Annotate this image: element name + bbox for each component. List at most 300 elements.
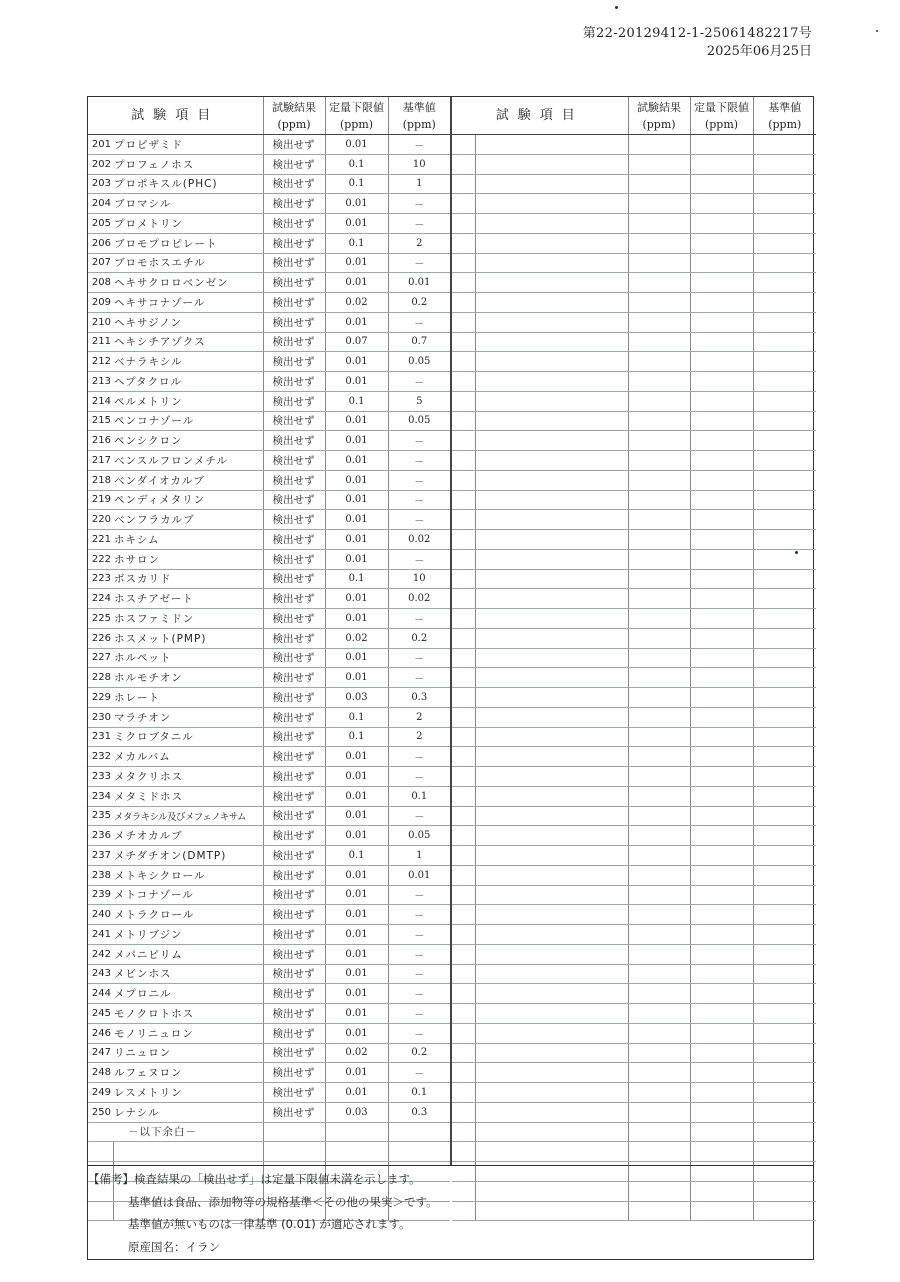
item-result: 検出せず (263, 767, 325, 787)
item-loq: 0.1 (325, 707, 388, 727)
item-standard: － (388, 648, 450, 668)
empty-cell (690, 293, 753, 313)
item-loq: 0.1 (325, 154, 388, 174)
item-number: 247 (88, 1043, 113, 1063)
empty-cell (628, 727, 690, 747)
item-number: 227 (88, 648, 113, 668)
item-loq: 0.01 (325, 135, 388, 155)
empty-cell (452, 470, 475, 490)
empty-cell (690, 747, 753, 767)
table-row (88, 846, 450, 866)
item-result: 検出せず (263, 312, 325, 332)
empty-cell (452, 1122, 475, 1142)
item-loq: 0.01 (325, 1004, 388, 1024)
empty-cell (452, 628, 475, 648)
item-name: ペルメトリン (113, 391, 263, 411)
empty-cell (628, 214, 690, 234)
empty-cell (690, 1023, 753, 1043)
empty-cell (452, 727, 475, 747)
item-result: 検出せず (263, 372, 325, 392)
empty-cell (475, 391, 628, 411)
item-result: 検出せず (263, 510, 325, 530)
item-standard: － (388, 549, 450, 569)
item-number: 229 (88, 688, 113, 708)
empty-cell (475, 767, 628, 787)
empty-cell (690, 451, 753, 471)
item-standard: 0.01 (388, 273, 450, 293)
item-name: ホレート (113, 688, 263, 708)
empty-cell (475, 569, 628, 589)
empty-cell (690, 905, 753, 925)
empty-cell (628, 431, 690, 451)
item-number: 224 (88, 589, 113, 609)
item-number: 216 (88, 431, 113, 451)
empty-cell (475, 1142, 628, 1162)
empty-cell (475, 1083, 628, 1103)
empty-cell (690, 332, 753, 352)
item-number: 219 (88, 490, 113, 510)
item-loq: 0.1 (325, 174, 388, 194)
table-row (88, 925, 450, 945)
empty-cell (452, 293, 475, 313)
item-result: 検出せず (263, 668, 325, 688)
table-row (88, 964, 450, 984)
empty-cell (753, 1142, 816, 1162)
item-number: 211 (88, 332, 113, 352)
table-row (88, 944, 450, 964)
item-number: 204 (88, 194, 113, 214)
empty-cell (628, 530, 690, 550)
item-result: 検出せず (263, 1043, 325, 1063)
table-row (88, 431, 450, 451)
remarks-line: 基準値は食品、添加物等の規格基準＜その他の果実＞です。 (128, 1194, 438, 1209)
col-header-loq: 定量下限値 (ppm) (325, 97, 388, 135)
item-name: プロメトリン (113, 214, 263, 234)
item-name: メチダチオン(DMTP) (113, 846, 263, 866)
empty-cell (628, 451, 690, 471)
item-standard: － (388, 767, 450, 787)
empty-cell (753, 1004, 816, 1024)
empty-cell (475, 154, 628, 174)
table-row (452, 1043, 816, 1063)
table-row (88, 589, 450, 609)
empty-cell (325, 1122, 388, 1142)
item-result: 検出せず (263, 648, 325, 668)
item-number: 210 (88, 312, 113, 332)
item-standard: 0.1 (388, 786, 450, 806)
empty-cell (88, 1142, 113, 1162)
empty-cell (753, 431, 816, 451)
empty-cell (690, 1063, 753, 1083)
table-row (88, 1043, 450, 1063)
empty-cell (690, 135, 753, 155)
table-row (452, 332, 816, 352)
item-name: モノリニュロン (113, 1023, 263, 1043)
empty-cell (628, 964, 690, 984)
scan-speck (615, 6, 618, 9)
item-result: 検出せず (263, 688, 325, 708)
item-name: プロフェノホス (113, 154, 263, 174)
empty-cell (452, 925, 475, 945)
table-row (88, 806, 450, 826)
empty-cell (628, 905, 690, 925)
item-standard: 2 (388, 233, 450, 253)
item-number: 207 (88, 253, 113, 273)
empty-cell (475, 1063, 628, 1083)
item-standard: 0.7 (388, 332, 450, 352)
empty-cell (452, 510, 475, 530)
item-number: 233 (88, 767, 113, 787)
item-loq: 0.01 (325, 905, 388, 925)
empty-cell (753, 233, 816, 253)
empty-cell (452, 549, 475, 569)
item-standard: － (388, 135, 450, 155)
table-row (88, 747, 450, 767)
empty-cell (452, 1043, 475, 1063)
table-row (88, 352, 450, 372)
table-row (88, 707, 450, 727)
table-row (452, 826, 816, 846)
empty-cell (452, 332, 475, 352)
item-result: 検出せず (263, 569, 325, 589)
report-date: 2025年06月25日 (706, 44, 812, 59)
table-row (88, 312, 450, 332)
table-row (88, 569, 450, 589)
empty-cell (475, 925, 628, 945)
table-row (452, 233, 816, 253)
item-loq: 0.01 (325, 530, 388, 550)
empty-cell (753, 984, 816, 1004)
table-row (88, 1063, 450, 1083)
empty-cell (753, 391, 816, 411)
empty-cell (690, 214, 753, 234)
empty-cell (690, 589, 753, 609)
empty-cell (753, 569, 816, 589)
item-name: メタラキシル及びメフェノキサム (113, 806, 263, 826)
empty-cell (753, 688, 816, 708)
item-name: マラチオン (113, 707, 263, 727)
item-standard: － (388, 451, 450, 471)
table-row (88, 668, 450, 688)
item-result: 検出せず (263, 490, 325, 510)
item-standard: － (388, 609, 450, 629)
remarks-tag: 【備考】 (88, 1172, 134, 1186)
item-loq: 0.1 (325, 233, 388, 253)
empty-cell (475, 984, 628, 1004)
empty-cell (475, 944, 628, 964)
item-number: 232 (88, 747, 113, 767)
item-loq: 0.01 (325, 668, 388, 688)
item-name: ホスチアゼート (113, 589, 263, 609)
empty-cell (753, 767, 816, 787)
item-name: ベンフラカルブ (113, 510, 263, 530)
table-row (88, 1142, 450, 1162)
table-row (452, 747, 816, 767)
item-result: 検出せず (263, 431, 325, 451)
empty-cell (628, 688, 690, 708)
empty-cell (628, 628, 690, 648)
empty-cell (628, 1083, 690, 1103)
results-sheet (87, 96, 814, 1260)
empty-cell (475, 194, 628, 214)
item-result: 検出せず (263, 905, 325, 925)
empty-cell (690, 530, 753, 550)
item-loq: 0.01 (325, 589, 388, 609)
item-loq: 0.02 (325, 1043, 388, 1063)
empty-cell (452, 1102, 475, 1122)
item-number: 238 (88, 865, 113, 885)
table-row (452, 1122, 816, 1142)
empty-cell (690, 1102, 753, 1122)
empty-cell (690, 569, 753, 589)
item-result: 検出せず (263, 470, 325, 490)
item-number: 214 (88, 391, 113, 411)
item-loq: 0.01 (325, 549, 388, 569)
item-result: 検出せず (263, 964, 325, 984)
table-row (452, 510, 816, 530)
empty-cell (628, 707, 690, 727)
item-result: 検出せず (263, 391, 325, 411)
empty-cell (690, 707, 753, 727)
empty-cell (690, 391, 753, 411)
empty-cell (628, 925, 690, 945)
table-row (88, 470, 450, 490)
item-loq: 0.01 (325, 273, 388, 293)
empty-cell (628, 984, 690, 1004)
item-standard: 0.3 (388, 1102, 450, 1122)
table-row (452, 609, 816, 629)
empty-cell (753, 826, 816, 846)
empty-cell (690, 767, 753, 787)
empty-cell (628, 747, 690, 767)
table-row (452, 1063, 816, 1083)
empty-cell (690, 727, 753, 747)
empty-cell (452, 253, 475, 273)
empty-cell (475, 233, 628, 253)
empty-cell (452, 826, 475, 846)
item-number: 226 (88, 628, 113, 648)
item-standard: － (388, 964, 450, 984)
empty-cell (628, 885, 690, 905)
empty-cell (452, 786, 475, 806)
empty-cell (475, 865, 628, 885)
empty-cell (325, 1142, 388, 1162)
item-result: 検出せず (263, 214, 325, 234)
item-standard: － (388, 1063, 450, 1083)
table-row (88, 549, 450, 569)
empty-cell (452, 372, 475, 392)
item-number: 245 (88, 1004, 113, 1024)
empty-cell (475, 1102, 628, 1122)
empty-cell (475, 964, 628, 984)
item-result: 検出せず (263, 806, 325, 826)
empty-cell (753, 628, 816, 648)
item-name: プロピザミド (113, 135, 263, 155)
item-loq: 0.01 (325, 372, 388, 392)
item-loq: 0.01 (325, 490, 388, 510)
empty-cell (628, 944, 690, 964)
table-row (88, 1023, 450, 1043)
item-standard: － (388, 1004, 450, 1024)
empty-cell (452, 214, 475, 234)
empty-cell (452, 451, 475, 471)
item-loq: 0.1 (325, 391, 388, 411)
empty-cell (475, 273, 628, 293)
table-row (452, 451, 816, 471)
item-number: 209 (88, 293, 113, 313)
empty-cell (753, 865, 816, 885)
item-standard: 0.2 (388, 293, 450, 313)
empty-cell (690, 1122, 753, 1142)
item-loq: 0.01 (325, 944, 388, 964)
item-standard: － (388, 984, 450, 1004)
empty-cell (628, 1043, 690, 1063)
empty-cell (690, 786, 753, 806)
table-row (452, 214, 816, 234)
col-header-result: 試験結果 (ppm) (628, 97, 690, 135)
empty-cell (690, 549, 753, 569)
empty-cell (452, 233, 475, 253)
empty-cell (753, 1023, 816, 1043)
empty-cell (452, 707, 475, 727)
table-row (88, 984, 450, 1004)
empty-cell (628, 846, 690, 866)
item-standard: － (388, 431, 450, 451)
table-row (452, 668, 816, 688)
empty-cell (628, 1122, 690, 1142)
empty-cell (452, 1023, 475, 1043)
item-number: 231 (88, 727, 113, 747)
empty-cell (628, 411, 690, 431)
empty-cell (628, 510, 690, 530)
empty-cell (628, 154, 690, 174)
table-row (88, 273, 450, 293)
item-number: 218 (88, 470, 113, 490)
table-row (88, 293, 450, 313)
item-loq: 0.07 (325, 332, 388, 352)
empty-cell (690, 944, 753, 964)
empty-cell (753, 490, 816, 510)
empty-cell (690, 1043, 753, 1063)
empty-cell (753, 214, 816, 234)
item-standard: － (388, 905, 450, 925)
item-result: 検出せず (263, 174, 325, 194)
empty-cell (753, 312, 816, 332)
table-row (452, 1023, 816, 1043)
item-name: メトコナゾール (113, 885, 263, 905)
table-row (452, 648, 816, 668)
empty-cell (475, 293, 628, 313)
item-standard: 0.3 (388, 688, 450, 708)
table-row (452, 1142, 816, 1162)
item-number: 225 (88, 609, 113, 629)
empty-cell (452, 194, 475, 214)
empty-cell (690, 253, 753, 273)
remarks-line: 基準値が無いものは一律基準 (0.01) が適応されます。 (128, 1217, 411, 1231)
item-name: メトラクロール (113, 905, 263, 925)
item-name: メトリブジン (113, 925, 263, 945)
empty-cell (690, 1142, 753, 1162)
item-loq: 0.01 (325, 1083, 388, 1103)
empty-cell (628, 391, 690, 411)
item-standard: 10 (388, 569, 450, 589)
table-row (88, 628, 450, 648)
empty-cell (452, 135, 475, 155)
item-standard: － (388, 470, 450, 490)
table-row (452, 490, 816, 510)
empty-cell (628, 174, 690, 194)
item-result: 検出せず (263, 194, 325, 214)
empty-cell (753, 549, 816, 569)
empty-cell (628, 609, 690, 629)
item-standard: － (388, 214, 450, 234)
empty-cell (628, 312, 690, 332)
empty-cell (628, 253, 690, 273)
empty-cell (690, 628, 753, 648)
item-number: 250 (88, 1102, 113, 1122)
empty-cell (475, 411, 628, 431)
item-name: ホルペット (113, 648, 263, 668)
item-name: ボスカリド (113, 569, 263, 589)
empty-cell (475, 352, 628, 372)
empty-cell (452, 668, 475, 688)
item-result: 検出せず (263, 865, 325, 885)
table-row (88, 451, 450, 471)
table-row (88, 786, 450, 806)
item-name: メタクリホス (113, 767, 263, 787)
item-number: 241 (88, 925, 113, 945)
table-row (452, 135, 816, 155)
empty-cell (753, 530, 816, 550)
item-number: 246 (88, 1023, 113, 1043)
item-standard: 2 (388, 707, 450, 727)
table-row (452, 1083, 816, 1103)
item-loq: 0.1 (325, 727, 388, 747)
table-row (452, 944, 816, 964)
empty-cell (690, 312, 753, 332)
empty-cell (475, 747, 628, 767)
table-row (88, 648, 450, 668)
empty-cell (690, 826, 753, 846)
item-name: ルフェヌロン (113, 1063, 263, 1083)
remarks-line: 原産国名：イラン (128, 1239, 220, 1254)
empty-cell (753, 411, 816, 431)
item-name: メプロニル (113, 984, 263, 1004)
item-standard: 5 (388, 391, 450, 411)
table-row (452, 293, 816, 313)
remarks-text: 検査結果の「検出せず」は定量下限値未満を示します。 (134, 1172, 421, 1186)
col-header-result: 試験結果 (ppm) (263, 97, 325, 135)
table-row (88, 510, 450, 530)
empty-cell (628, 273, 690, 293)
empty-cell (475, 135, 628, 155)
empty-cell (628, 194, 690, 214)
item-number: 242 (88, 944, 113, 964)
col-header-standard: 基準値 (ppm) (388, 97, 450, 135)
item-name: メタミドホス (113, 786, 263, 806)
empty-cell (475, 530, 628, 550)
empty-cell (753, 174, 816, 194)
table-row (452, 688, 816, 708)
item-loq: 0.01 (325, 786, 388, 806)
item-number: 236 (88, 826, 113, 846)
empty-cell (628, 589, 690, 609)
empty-cell (452, 391, 475, 411)
empty-cell (475, 174, 628, 194)
item-result: 検出せず (263, 1004, 325, 1024)
item-result: 検出せず (263, 1083, 325, 1103)
item-result: 検出せず (263, 530, 325, 550)
